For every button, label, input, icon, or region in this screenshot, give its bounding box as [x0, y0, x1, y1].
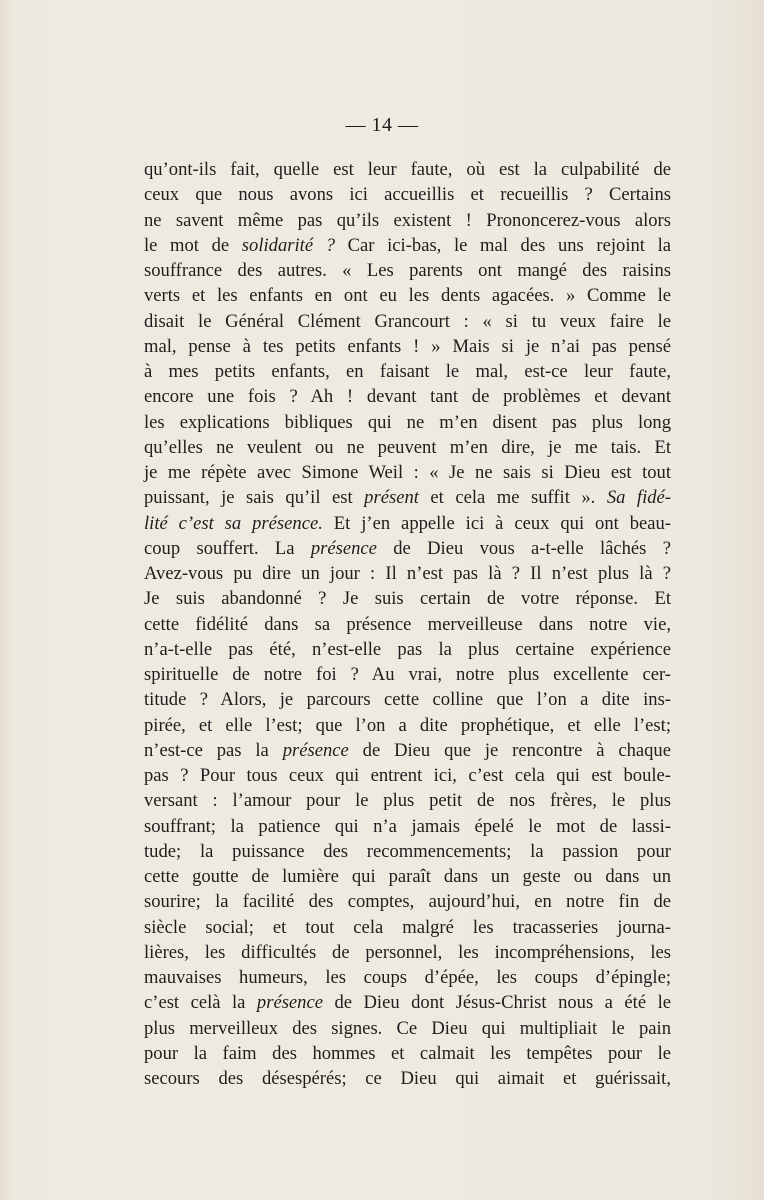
text-segment: spirituelle de notre foi ? Au vrai, notre plus excellente cer- — [144, 664, 671, 685]
text-line — [144, 384, 671, 409]
italic-text: présence — [282, 739, 349, 761]
italic-text: présence — [256, 992, 323, 1014]
text-line — [144, 334, 671, 359]
text-line — [144, 435, 671, 460]
text-line — [144, 940, 671, 965]
text-line — [144, 208, 671, 233]
text-segment: versant : l’amour pour le plus petit de nos frères, le plus — [144, 790, 671, 812]
italic-text: solidarité ? — [241, 234, 336, 256]
italic-text: lité c’est sa présence. — [144, 512, 323, 534]
text-segment: de Dieu que je rencontre à chaque — [348, 739, 671, 761]
text-line — [144, 864, 671, 889]
text-line — [144, 788, 671, 813]
body-text — [144, 157, 671, 1091]
text-line — [144, 637, 671, 662]
text-segment: mauvaises humeurs, les coups d’épée, les coups d’épingle; — [144, 967, 671, 988]
text-segment: pirée, et elle l’est; que l’on a dite prophétique, et elle l’est; — [144, 714, 671, 736]
text-segment: Et j’en appelle ici à ceux qui ont beau- — [322, 512, 671, 534]
text-line — [144, 915, 671, 940]
text-segment: le mot de — [144, 234, 242, 256]
text-line — [144, 990, 671, 1015]
text-line — [144, 889, 671, 914]
text-line — [144, 485, 671, 510]
text-segment: qu’elles ne veulent ou ne peuvent m’en dire, je me tais. Et — [144, 436, 671, 458]
text-segment: et cela me suffit ». — [418, 487, 607, 509]
text-line — [144, 359, 671, 384]
text-line — [144, 283, 671, 308]
text-line — [144, 1016, 671, 1041]
text-line — [144, 1041, 671, 1066]
text-line — [144, 182, 671, 207]
text-segment: sourire; la facilité des comptes, aujourd’hui, en notre fin de — [144, 891, 671, 913]
text-segment: les explications bibliques qui ne m’en disent pas plus long — [144, 411, 671, 433]
text-segment: mal, pense à tes petits enfants ! » Mais si je n’ai pas pensé — [144, 335, 671, 357]
text-segment: tude; la puissance des recommencements; la passion pour — [144, 840, 671, 862]
text-segment: à mes petits enfants, en faisant le mal, est-ce leur faute, — [144, 361, 671, 382]
text-segment: ne savent même pas qu’ils existent ! Prononcerez-vous alors — [144, 209, 671, 231]
text-line — [144, 233, 671, 258]
text-line — [144, 839, 671, 864]
text-line — [144, 536, 671, 561]
text-line — [144, 814, 671, 839]
text-line — [144, 965, 671, 990]
italic-text: présent — [364, 487, 419, 509]
text-line — [144, 460, 671, 485]
text-line — [144, 410, 671, 435]
text-line — [144, 662, 671, 687]
text-line — [144, 738, 671, 763]
text-segment: Je suis abandonné ? Je suis certain de votre réponse. Et — [144, 588, 671, 610]
text-segment: de Dieu vous a-t-elle lâchés ? — [376, 537, 671, 559]
text-line — [144, 586, 671, 611]
text-segment: n’a-t-elle pas été, n’est-elle pas la plus certaine expérience — [144, 638, 671, 660]
text-line — [144, 713, 671, 738]
text-line — [144, 309, 671, 334]
text-segment: de Dieu dont Jésus-Christ nous a été le — [322, 992, 671, 1014]
text-segment: verts et les enfants en ont eu les dents agacées. » Comme le — [144, 285, 671, 307]
text-segment: encore une fois ? Ah ! devant tant de problèmes et devant — [144, 386, 671, 408]
text-segment: disait le Général Clément Grancourt : « si tu veux faire le — [144, 310, 671, 332]
text-line — [144, 511, 671, 536]
text-segment: n’est-ce pas la — [144, 739, 283, 761]
text-segment: pas ? Pour tous ceux qui entrent ici, c’est cela qui est boule- — [144, 765, 671, 786]
text-segment: souffrant; la patience qui n’a jamais épelé le mot de lassi- — [144, 815, 671, 837]
italic-text: présence — [310, 537, 377, 559]
italic-text: Sa fidé- — [606, 487, 671, 509]
text-line — [144, 258, 671, 283]
text-line — [144, 1066, 671, 1091]
text-line — [144, 763, 671, 788]
text-segment: secours des désespérés; ce Dieu qui aimait et guérissait, — [144, 1068, 671, 1089]
text-line — [144, 561, 671, 586]
text-segment: lières, les difficultés de personnel, les incompréhensions, les — [144, 941, 671, 963]
text-segment: Car ici-bas, le mal des uns rejoint la — [335, 234, 671, 256]
text-segment: souffrance des autres. « Les parents ont mangé des raisins — [144, 260, 671, 281]
text-segment: cette fidélité dans sa présence merveilleuse dans notre vie, — [144, 613, 671, 635]
text-segment: cette goutte de lumière qui paraît dans un geste ou dans un — [144, 866, 671, 887]
text-segment: coup souffert. La — [144, 537, 311, 559]
text-line — [144, 687, 671, 712]
text-segment: c’est celà la — [144, 992, 257, 1014]
text-segment: titude ? Alors, je parcours cette colline que l’on a dite ins- — [144, 689, 671, 711]
page-number: — 14 — — [345, 114, 419, 136]
text-segment: qu’ont-ils fait, quelle est leur faute, où est la culpabilité de — [144, 159, 671, 180]
text-segment: puissant, je sais qu’il est — [144, 487, 365, 509]
text-line — [144, 157, 671, 182]
text-segment: je me répète avec Simone Weil : « Je ne sais si Dieu est tout — [144, 462, 671, 483]
text-line — [144, 612, 671, 637]
text-segment: ceux que nous avons ici accueillis et recueillis ? Certains — [144, 184, 671, 206]
text-segment: Avez-vous pu dire un jour : Il n’est pas là ? Il n’est plus là ? — [144, 563, 671, 584]
text-segment: siècle social; et tout cela malgré les tracasseries journa- — [144, 916, 671, 938]
text-segment: plus merveilleux des signes. Ce Dieu qui multipliait le pain — [144, 1017, 671, 1039]
text-segment: pour la faim des hommes et calmait les tempêtes pour le — [144, 1042, 671, 1064]
